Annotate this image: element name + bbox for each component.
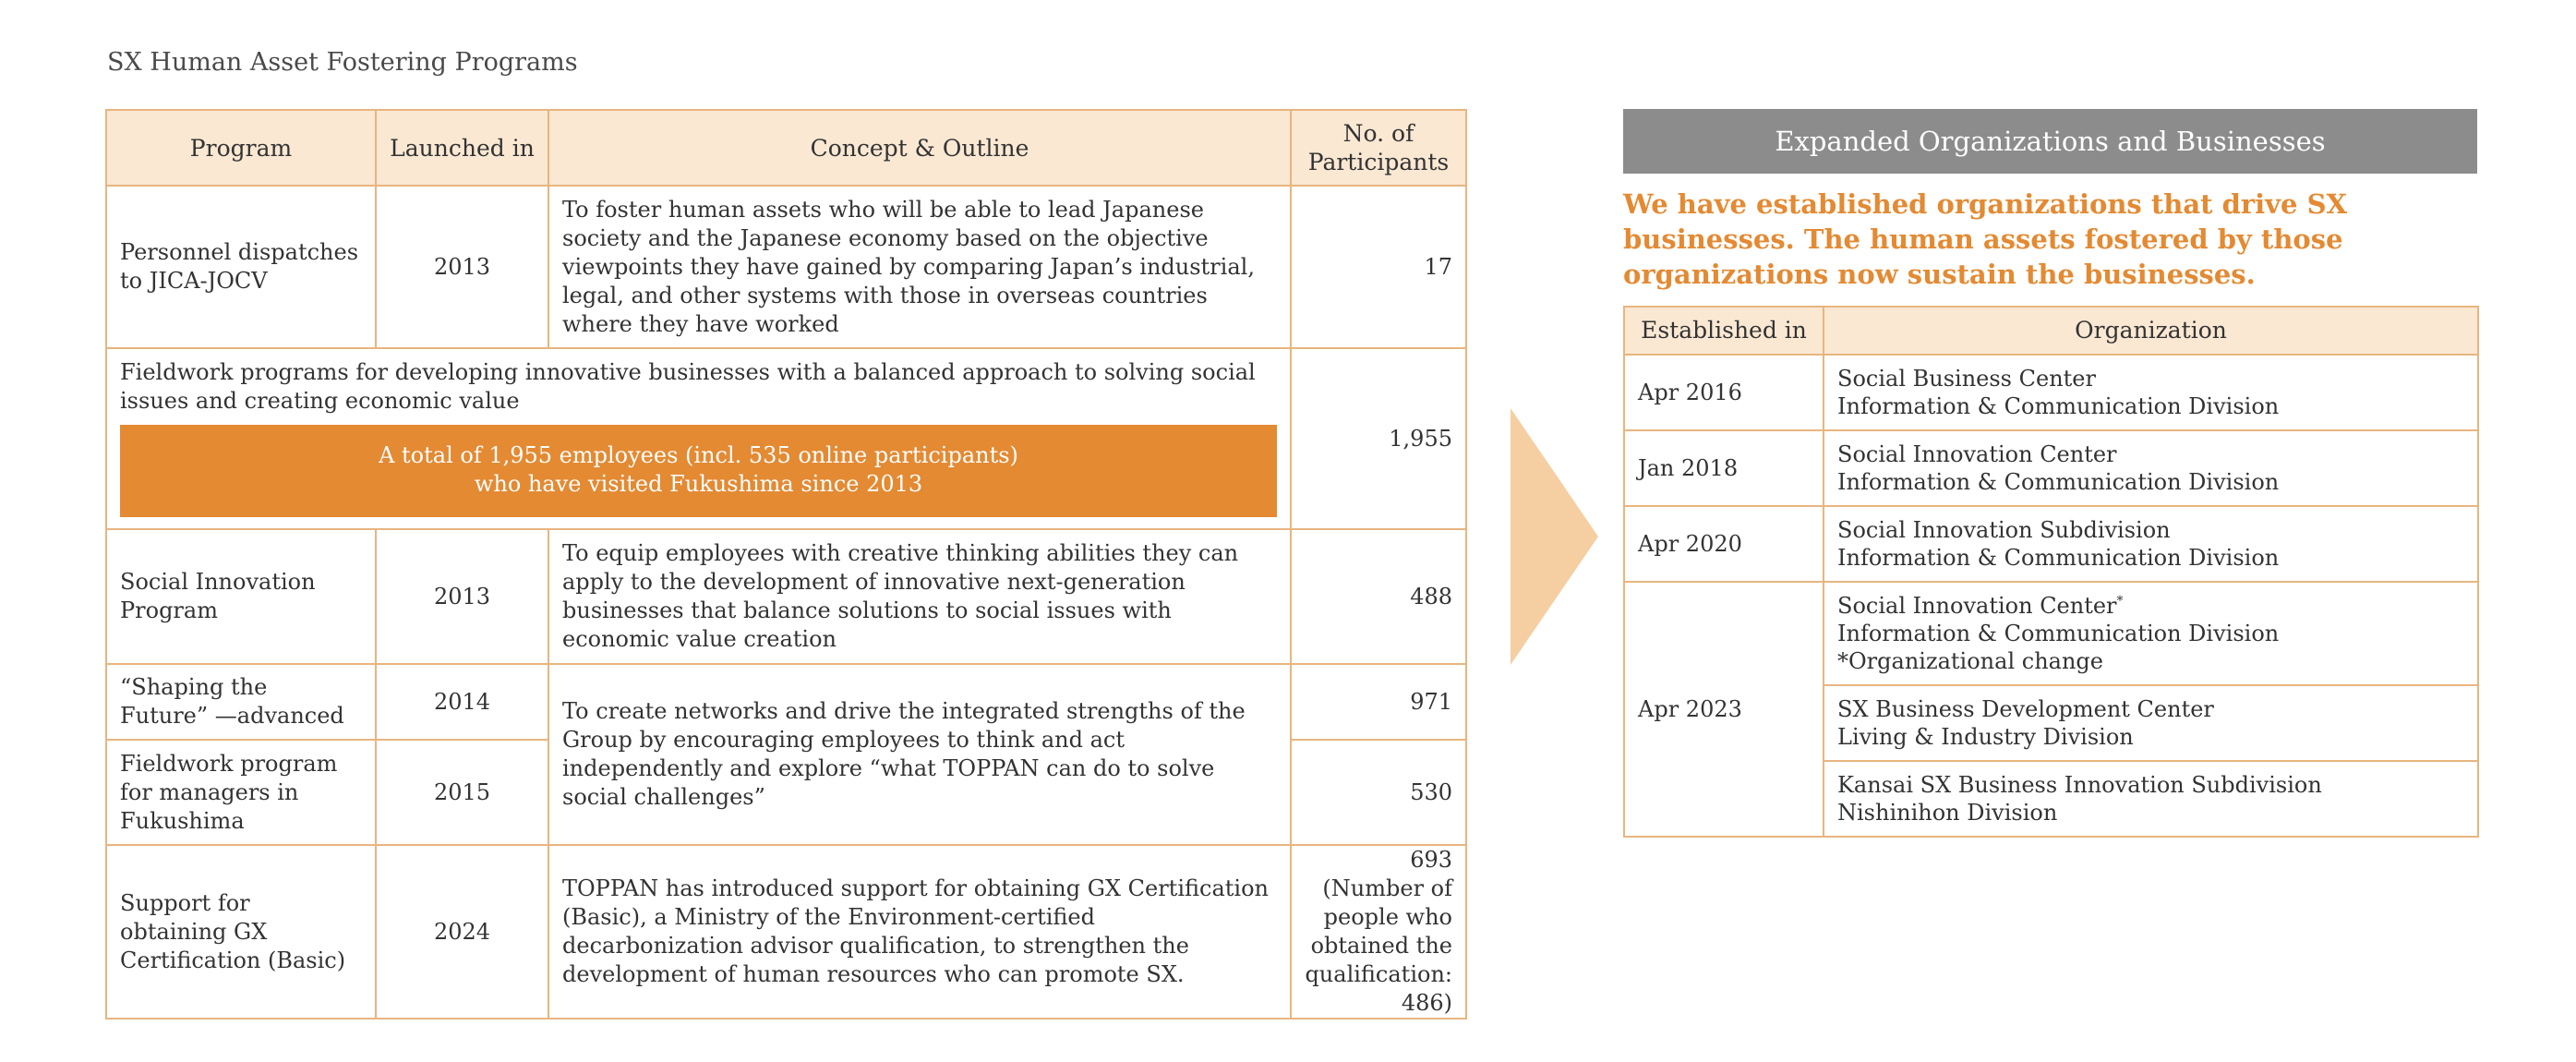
organization-cell — [1824, 582, 2478, 685]
table-row — [106, 845, 1466, 1019]
table-row — [106, 186, 1466, 348]
participants-count: 693 (Number of people who obtained the qualification: 486) — [1291, 845, 1466, 1019]
expanded-lead: We have established organizations that drive SX businesses. The human assets fostered by those organizations now sustain the businesses. — [1623, 188, 2348, 290]
program-concept: TOPPAN has introduced support for obtaining GX Certification (Basic), a Ministry of the Environment-certified decarbonization advisor qualification, to strengthen the development of human resources who can promote SX. — [548, 845, 1291, 1019]
participants-count: 488 — [1291, 529, 1466, 664]
table-row — [106, 529, 1466, 664]
org-note: *Organizational change — [1837, 648, 2103, 674]
program-name: Social Innovation Program — [106, 529, 376, 664]
program-name: “Shaping the Future” —advanced — [106, 664, 376, 740]
organization-cell — [1824, 430, 2478, 506]
header-participants-line1: No. of — [1342, 120, 1414, 147]
arrow-right-icon — [1511, 408, 1598, 665]
program-name: Support for obtaining GX Certification (Basic) — [106, 845, 376, 1019]
table-row — [1624, 582, 2478, 685]
header-program: Program — [106, 110, 376, 186]
organization-cell — [1824, 685, 2478, 761]
expanded-header: Expanded Organizations and Businesses — [1623, 109, 2477, 174]
org-division: Information & Communication Division — [1837, 469, 2280, 495]
org-name: SX Business Development Center — [1837, 696, 2214, 722]
banner-line2: who have visited Fukushima since 2013 — [474, 471, 923, 497]
program-concept: To create networks and drive the integrated strengths of the Group by encouraging employees to think and act independently and explore “what TOPPAN can do to solve social challenges” — [548, 664, 1291, 845]
launched-year: 2014 — [376, 664, 548, 740]
org-division: Living & Industry Division — [1837, 724, 2134, 750]
established-date: Jan 2018 — [1624, 430, 1824, 506]
participants-count: 17 — [1291, 186, 1466, 348]
programs-header-row — [106, 110, 1466, 186]
org-division: Nishinihon Division — [1837, 800, 2058, 826]
org-division: Information & Communication Division — [1837, 393, 2280, 419]
table-row — [1624, 355, 2478, 430]
established-date: Apr 2023 — [1624, 582, 1824, 837]
org-name: Social Business Center — [1837, 366, 2096, 392]
program-concept: To equip employees with creative thinking abilities they can apply to the development of innovative next-generation businesses that balance solutions to social issues with economic value creation — [548, 529, 1291, 664]
banner-line1: A total of 1,955 employees (incl. 535 online participants) — [379, 442, 1018, 468]
program-name: Fieldwork programs for developing innovative businesses with a balanced approach to solving social issues and creating economic value — [120, 359, 1256, 414]
header-participants-line2: Participants — [1307, 149, 1450, 175]
established-date: Apr 2020 — [1624, 506, 1824, 582]
table-row — [1624, 430, 2478, 506]
header-established: Established in — [1624, 307, 1824, 355]
orgs-header-row — [1624, 307, 2478, 355]
header-launched: Launched in — [376, 110, 548, 186]
org-name-text: Social Innovation Center — [1837, 593, 2117, 619]
program-name: Fieldwork program for managers in Fukushima — [106, 740, 376, 845]
launched-year: 2015 — [376, 740, 548, 845]
org-name — [1837, 592, 2464, 620]
program-name: Personnel dispatches to JICA-JOCV — [106, 186, 376, 348]
header-concept: Concept & Outline — [548, 110, 1291, 186]
participants-count: 971 — [1291, 664, 1466, 740]
header-organization: Organization — [1824, 307, 2478, 355]
fieldwork-cell — [106, 348, 1291, 529]
program-concept: To foster human assets who will be able to lead Japanese society and the Japanese economy based on the objective viewpoints they have gained by comparing Japan’s industrial, legal, and other systems with those in overseas countries where they have worked — [548, 186, 1291, 348]
programs-table — [105, 109, 1467, 1020]
organization-cell — [1824, 761, 2478, 837]
participants-count: 1,955 — [1291, 348, 1466, 529]
page-title: SX Human Asset Fostering Programs — [107, 48, 578, 77]
launched-year: 2013 — [376, 186, 548, 348]
org-division: Information & Communication Division — [1837, 545, 2280, 571]
org-division: Information & Communication Division — [1837, 621, 2280, 646]
org-name: Social Innovation Subdivision — [1837, 517, 2171, 543]
organizations-table — [1623, 306, 2479, 838]
launched-year: 2013 — [376, 529, 548, 664]
org-change-mark: * — [2116, 594, 2124, 609]
table-row — [106, 664, 1466, 740]
org-name: Kansai SX Business Innovation Subdivision — [1837, 772, 2322, 798]
table-row — [106, 348, 1466, 529]
established-date: Apr 2016 — [1624, 355, 1824, 430]
launched-year: 2024 — [376, 845, 548, 1019]
participants-count: 530 — [1291, 740, 1466, 845]
fukushima-banner — [120, 425, 1277, 517]
header-participants — [1291, 110, 1466, 186]
organization-cell — [1824, 506, 2478, 582]
organization-cell — [1824, 355, 2478, 430]
table-row — [1624, 506, 2478, 582]
org-name: Social Innovation Center — [1837, 441, 2117, 467]
